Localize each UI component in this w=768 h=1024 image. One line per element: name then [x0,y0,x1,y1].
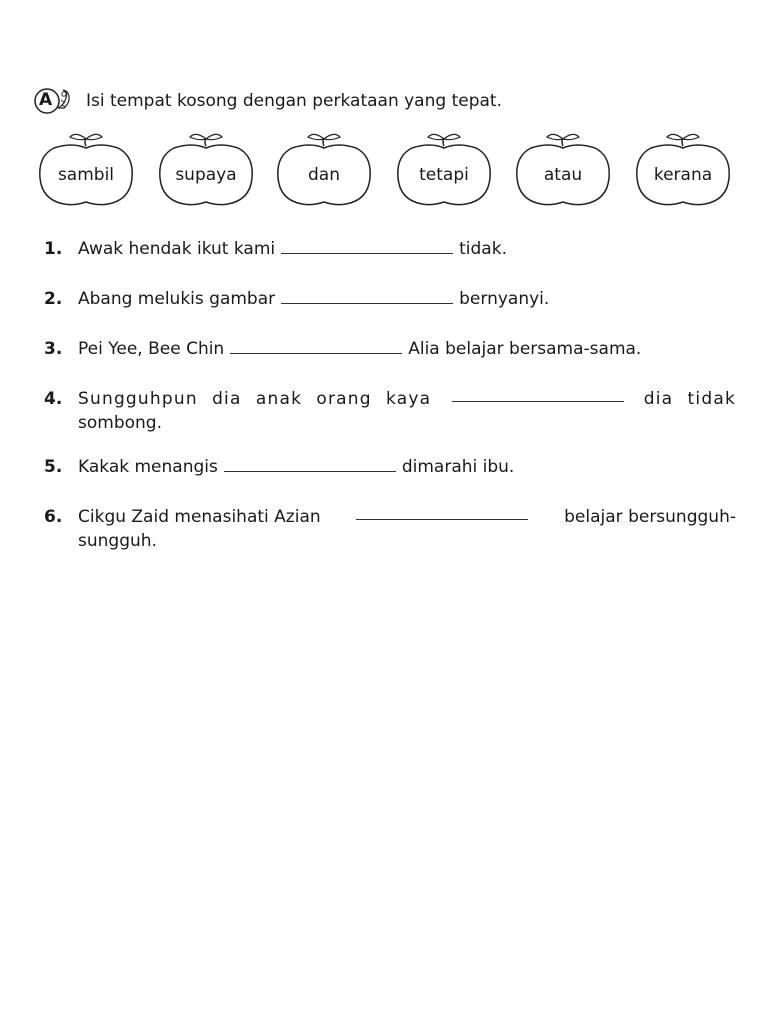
question-word: dia [643,389,674,409]
answer-blank[interactable] [356,505,528,520]
question-text-before: Kakak menangis [78,457,218,477]
word-atau: atau [543,165,583,185]
word-apple [515,130,611,210]
question-line [78,505,736,529]
word-apple [635,130,731,210]
word-supaya: supaya [175,165,237,185]
question-text-before: Pei Yee, Bee Chin [78,339,225,359]
instruction-text: Isi tempat kosong dengan perkataan yang tepat. [86,91,502,111]
question-text-before: Awak hendak ikut kami [78,239,276,259]
section-badge [34,86,76,116]
answer-blank[interactable] [230,339,402,354]
question-3 [44,337,736,361]
question-text-after: dimarahi ibu. [401,457,515,477]
answer-blank[interactable] [281,289,453,304]
question-word: Sungguhpun [78,389,198,409]
question-6 [44,505,736,553]
question-text-after: tidak. [459,239,507,259]
word-sambil: sambil [57,165,115,185]
question-line-2: sombong. [78,413,162,433]
word-dan: dan [308,165,340,185]
question-word: kaya [386,389,432,409]
word-tetapi: tetapi [419,165,469,185]
question-word: dia [212,389,242,409]
question-text-after: bernyanyi. [459,289,550,309]
question-number: 3. [44,339,63,359]
question-line-2: sungguh. [78,531,157,551]
question-5 [44,455,736,479]
question-number: 2. [44,289,63,309]
word-apple [396,130,492,210]
question-1 [44,237,736,261]
word-apple [276,130,372,210]
question-number: 5. [44,457,63,477]
question-list [44,237,736,553]
answer-blank[interactable] [224,457,396,472]
answer-blank[interactable] [452,387,624,402]
word-apple [158,130,254,210]
question-number: 4. [44,389,63,409]
question-text-before: Abang melukis gambar [78,289,276,309]
question-text-after: belajar bersungguh- [564,507,736,527]
question-number: 1. [44,239,63,259]
question-word: tidak [687,389,736,409]
question-word: orang [316,389,372,409]
question-number: 6. [44,507,63,527]
question-text-before: Cikgu Zaid menasihati Azian [78,507,321,527]
question-word: anak [255,389,303,409]
word-apple [38,130,134,210]
question-4 [44,387,736,435]
word-kerana: kerana [653,165,713,185]
answer-blank[interactable] [281,239,453,254]
word-bank [38,130,738,210]
section-header [34,86,502,116]
question-2 [44,287,736,311]
question-text-after: Alia belajar bersama-sama. [408,339,642,359]
question-line [78,387,736,411]
section-letter: A [39,90,53,110]
